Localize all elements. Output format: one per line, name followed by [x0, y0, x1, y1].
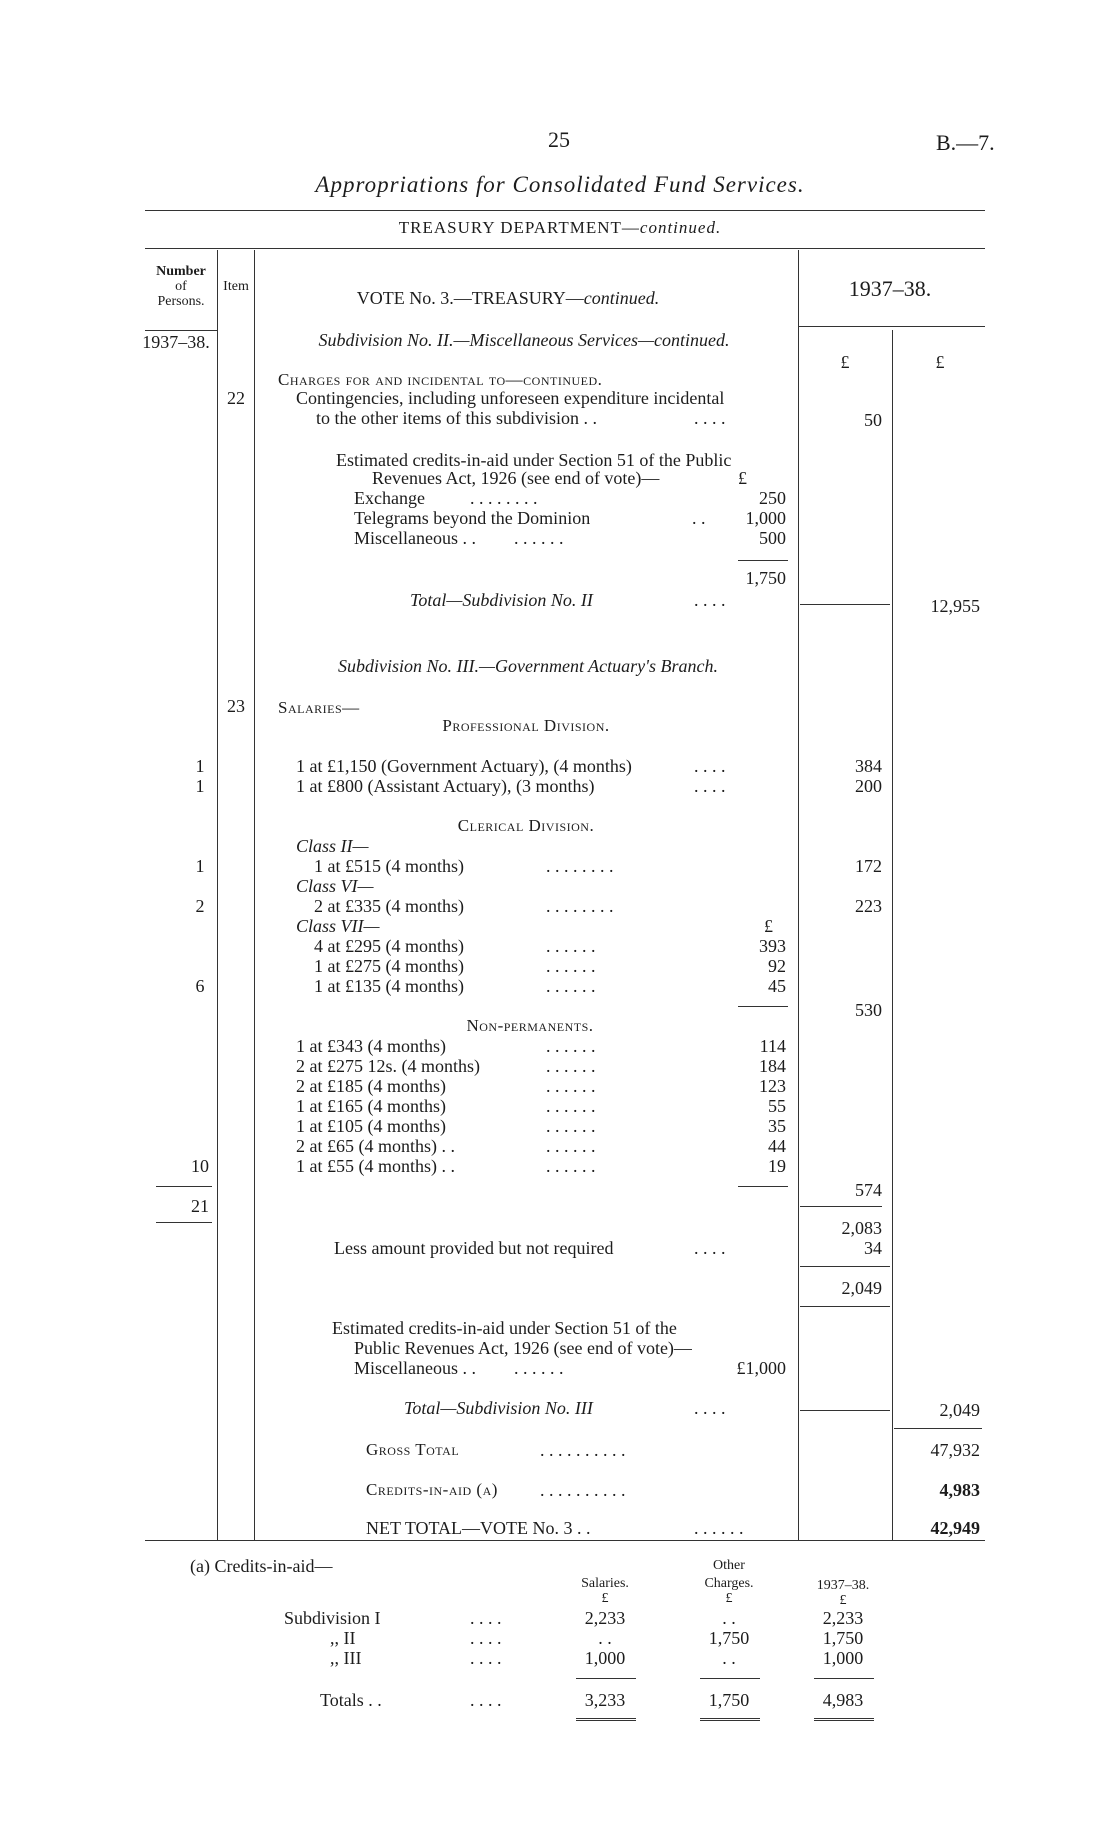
persons-cell: 1 — [195, 856, 205, 876]
leader-dots: . . . . . . . . — [546, 896, 614, 916]
amount-cell: 172 — [855, 856, 882, 876]
salary-label: 1 at £515 (4 months) — [314, 856, 464, 876]
credit-amount: 250 — [759, 488, 786, 508]
pound-sign: £ — [840, 352, 850, 372]
salary-label: 1 at £165 (4 months) — [296, 1096, 446, 1116]
salary-label: 1 at £343 (4 months) — [296, 1036, 446, 1056]
title-rule — [145, 210, 985, 211]
pound-sign: £ — [725, 1591, 733, 1606]
class-heading: Class VI— — [296, 876, 374, 896]
sum-rule — [894, 1428, 982, 1429]
sum-rule — [738, 1186, 788, 1187]
item-column-rule — [254, 250, 255, 1540]
salary-label: 2 at £65 (4 months) . . — [296, 1136, 455, 1156]
footnote-other: . . — [722, 1648, 736, 1668]
sum-rule — [800, 1266, 890, 1267]
leader-dots: . . . . — [694, 756, 726, 776]
leader-dots: . . . . . . — [546, 1096, 596, 1116]
leader-dots: . . . . . . — [546, 936, 596, 956]
leader-dots: . . . . . . — [546, 976, 596, 996]
pound-sign: £ — [764, 916, 773, 936]
pound-sign: £ — [839, 1593, 847, 1608]
salaries-heading: Salaries— — [278, 698, 360, 717]
charges-heading: Charges for and incidental to—continued. — [278, 370, 603, 389]
leader-dots: . . — [692, 508, 706, 528]
column-rule — [800, 1410, 890, 1411]
double-rule — [700, 1718, 760, 1721]
leader-dots: . . . . — [694, 1238, 726, 1258]
item-number: 22 — [227, 388, 245, 408]
subdivision-total: 2,049 — [939, 1400, 980, 1420]
leader-dots: . . . . — [470, 1690, 502, 1710]
salary-label: 1 at £135 (4 months) — [314, 976, 464, 996]
page-number: 25 — [548, 127, 570, 152]
column-rule — [800, 604, 890, 605]
leader-dots: . . . . . . — [694, 1518, 744, 1538]
footnote-row-label: ,, III — [330, 1648, 362, 1668]
credits-text: Estimated credits-in-aid under Section 51 of the — [332, 1318, 677, 1338]
pound-sign: £ — [601, 1591, 609, 1606]
salary-label: 1 at £105 (4 months) — [296, 1116, 446, 1136]
leader-dots: . . . . . . — [546, 1156, 596, 1176]
document-code: B.—7. — [936, 130, 995, 155]
persons-sum-rule — [156, 1186, 212, 1187]
class-heading: Class II— — [296, 836, 369, 856]
footnote-row-label: ,, II — [330, 1628, 356, 1648]
leader-dots: . . . . . . — [546, 1056, 596, 1076]
persons-column-rule — [217, 250, 218, 1540]
persons-cell: 1 — [195, 776, 205, 796]
leader-dots: . . . . . . . . — [470, 488, 538, 508]
department-heading: TREASURY DEPARTMENT—continued. — [398, 218, 722, 237]
leader-dots: . . . . — [694, 590, 726, 610]
division-heading: Non-permanents. — [466, 1016, 594, 1035]
double-rule — [576, 1718, 636, 1721]
table-bottom-rule — [145, 1540, 985, 1541]
footnote-salaries: 2,233 — [584, 1608, 626, 1628]
salary-label: 2 at £335 (4 months) — [314, 896, 464, 916]
subdivision-total-label: Total—Subdivision No. III — [404, 1398, 593, 1418]
salary-amount: 123 — [759, 1076, 786, 1096]
credit-label: Telegrams beyond the Dominion — [354, 508, 591, 528]
footnote-other: . . — [722, 1608, 736, 1628]
persons-cell: 6 — [195, 976, 205, 996]
salary-label: 2 at £275 12s. (4 months) — [296, 1056, 480, 1076]
leader-dots: . . . . . . — [546, 1076, 596, 1096]
persons-sum-rule — [156, 1222, 212, 1223]
salary-amount: 184 — [759, 1056, 786, 1076]
net-total-label: NET TOTAL—VOTE No. 3 . . — [366, 1518, 591, 1538]
division-heading: Clerical Division. — [457, 816, 595, 835]
salary-label: 2 at £185 (4 months) — [296, 1076, 446, 1096]
leader-dots: . . . . . . — [546, 1116, 596, 1136]
credits-text: Miscellaneous . . — [354, 1358, 476, 1378]
leader-dots: . . . . — [470, 1608, 502, 1628]
persons-header-rule — [145, 330, 217, 331]
leader-dots: . . . . . . . . — [546, 856, 614, 876]
leader-dots: . . . . . . — [546, 1036, 596, 1056]
leader-dots: . . . . — [694, 1398, 726, 1418]
pound-sign: £ — [935, 352, 945, 372]
footnote-salaries: 1,000 — [584, 1648, 626, 1668]
department-rule — [145, 248, 985, 249]
leader-dots: . . . . . . — [546, 1136, 596, 1156]
subdivision-total: 12,955 — [930, 596, 980, 616]
salary-amount: 19 — [768, 1156, 786, 1176]
leader-dots: . . . . . . . . . . — [540, 1480, 626, 1500]
credit-label: Exchange — [354, 488, 425, 508]
leader-dots: . . . . — [470, 1628, 502, 1648]
footnote-salaries: . . — [598, 1628, 612, 1648]
footnote-other-total: 1,750 — [708, 1690, 750, 1710]
footnote-heading: (a) Credits-in-aid— — [190, 1556, 333, 1576]
amount-cell: 2,083 — [841, 1218, 882, 1238]
footnote-year-total: 4,983 — [822, 1690, 864, 1710]
item-number: 23 — [227, 696, 245, 716]
less-label: Less amount provided but not required — [334, 1238, 614, 1258]
double-rule — [814, 1718, 874, 1721]
page-title: Appropriations for Consolidated Fund Services. — [315, 172, 805, 197]
of-header: of — [175, 279, 187, 294]
item-header: Item — [223, 279, 249, 294]
sum-rule — [700, 1678, 760, 1679]
subdivision-total-label: Total—Subdivision No. II — [410, 590, 593, 610]
year-header-rule — [798, 326, 985, 327]
amount-cell: 50 — [864, 410, 882, 430]
amount-cell: 574 — [855, 1180, 882, 1200]
persons-cell: 10 — [191, 1156, 209, 1176]
gross-total-label: Gross Total — [366, 1440, 460, 1459]
salary-amount: 35 — [768, 1116, 786, 1136]
sum-rule — [738, 560, 788, 561]
net-total: 42,949 — [930, 1518, 980, 1538]
sum-rule — [800, 1206, 882, 1207]
sum-rule — [738, 1006, 788, 1007]
footnote-row-label: Subdivision I — [284, 1608, 381, 1628]
footnote-year: 1,000 — [822, 1648, 864, 1668]
leader-dots: . . . . — [694, 408, 726, 428]
salary-amount: 44 — [768, 1136, 786, 1156]
salary-amount: 393 — [759, 936, 786, 956]
footnote-column-header: 1937–38. — [816, 1578, 870, 1593]
salary-amount: 45 — [768, 976, 786, 996]
persons-cell: 2 — [195, 896, 205, 916]
amount-cell: 530 — [855, 1000, 882, 1020]
footnote-column-header: Other — [713, 1558, 745, 1573]
credits-in-aid-total: 4,983 — [939, 1480, 980, 1500]
salary-amount: 92 — [768, 956, 786, 976]
credits-text: Estimated credits-in-aid under Section 51 of the Public — [336, 450, 732, 470]
sum-rule — [814, 1678, 874, 1679]
footnote-year: 1,750 — [822, 1628, 864, 1648]
persons-header: Persons. — [157, 294, 205, 309]
footnote-column-header: Charges. — [704, 1576, 754, 1591]
gross-total: 47,932 — [930, 1440, 980, 1460]
division-heading: Professional Division. — [442, 716, 610, 735]
leader-dots: . . . . . . — [514, 1358, 564, 1378]
leader-dots: . . . . — [694, 776, 726, 796]
footnote-salaries-total: 3,233 — [584, 1690, 626, 1710]
footnote-column-header: Salaries. — [581, 1576, 629, 1591]
salary-amount: 114 — [759, 1036, 786, 1056]
salary-label: 4 at £295 (4 months) — [314, 936, 464, 956]
subdivision-2-heading: Subdivision No. II.—Miscellaneous Services—continued. — [318, 330, 730, 350]
salary-label: 1 at £800 (Assistant Actuary), (3 months) — [296, 776, 595, 796]
leader-dots: . . . . . . — [546, 956, 596, 976]
amount-column-rule — [798, 250, 799, 1540]
credit-amount: 1,000 — [745, 508, 786, 528]
year-header: 1937–38. — [848, 276, 932, 301]
sum-rule — [800, 1306, 890, 1307]
persons-total: 21 — [191, 1196, 209, 1216]
amount-cell: 223 — [855, 896, 882, 916]
credits-in-aid-label: Credits-in-aid (a) — [366, 1480, 498, 1499]
pound-sign: £ — [738, 468, 747, 488]
footnote-year: 2,233 — [822, 1608, 864, 1628]
amount-cell: 384 — [855, 756, 882, 776]
contingencies-text: Contingencies, including unforeseen expenditure incidental — [296, 388, 725, 408]
amount-cell: 200 — [855, 776, 882, 796]
leader-dots: . . . . . . — [514, 528, 564, 548]
leader-dots: . . . . — [470, 1648, 502, 1668]
vote-header: VOTE No. 3.—TREASURY—continued. — [356, 288, 660, 308]
credit-amount: 500 — [759, 528, 786, 548]
contingencies-text: to the other items of this subdivision . . — [316, 408, 597, 428]
footnote-other: 1,750 — [708, 1628, 750, 1648]
credit-label: Miscellaneous . . — [354, 528, 476, 548]
leader-dots: . . . . . . . . . . — [540, 1440, 626, 1460]
credits-text: Public Revenues Act, 1926 (see end of vote)— — [354, 1338, 692, 1358]
salary-label: 1 at £1,150 (Government Actuary), (4 months) — [296, 756, 632, 776]
credit-amount: £1,000 — [736, 1358, 786, 1378]
salary-amount: 55 — [768, 1096, 786, 1116]
salary-label: 1 at £275 (4 months) — [314, 956, 464, 976]
persons-year-header: 1937–38. — [142, 332, 210, 352]
total-column-rule — [892, 330, 893, 1540]
credits-text: Revenues Act, 1926 (see end of vote)— — [372, 468, 660, 488]
amount-cell: 2,049 — [841, 1278, 882, 1298]
sum-rule — [576, 1678, 636, 1679]
persons-cell: 1 — [195, 756, 205, 776]
salary-label: 1 at £55 (4 months) . . — [296, 1156, 455, 1176]
footnote-totals-label: Totals . . — [320, 1690, 382, 1710]
subdivision-3-heading: Subdivision No. III.—Government Actuary's Branch. — [338, 656, 718, 676]
amount-cell: 34 — [864, 1238, 882, 1258]
class-heading: Class VII— — [296, 916, 380, 936]
number-header: Number — [156, 264, 206, 279]
credit-total: 1,750 — [745, 568, 786, 588]
